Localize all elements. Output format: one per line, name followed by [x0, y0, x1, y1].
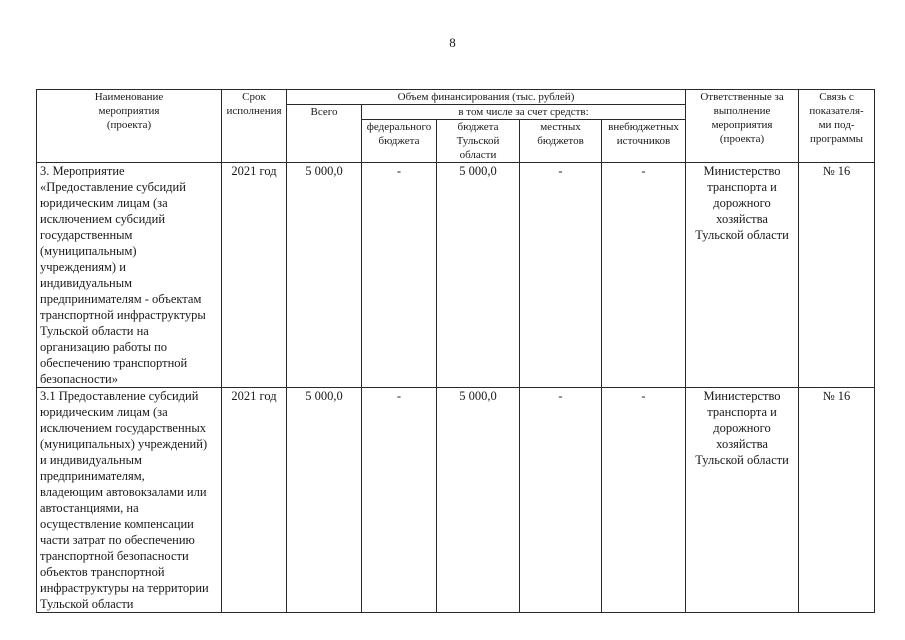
row-regional: 5 000,0	[437, 163, 520, 388]
row-total: 5 000,0	[287, 388, 362, 613]
row-federal: -	[362, 388, 437, 613]
row-federal: -	[362, 163, 437, 388]
table-row	[37, 163, 875, 388]
row-link: № 16	[799, 388, 875, 613]
financing-table	[36, 89, 875, 613]
row-total: 5 000,0	[287, 163, 362, 388]
row-regional: 5 000,0	[437, 388, 520, 613]
header-federal: федерального бюджета	[362, 120, 437, 163]
header-local: местных бюджетов	[520, 120, 602, 163]
row-description: 3. Мероприятие «Предоставление субсидий юридическим лицам (за исключением субсидий государственным (муниципальным) учреждениям) и индивидуальным предпринимателям - объектам транспортной инфраструктуры Тульской области на организацию работы по обеспечению транспортной безопасности»	[37, 163, 222, 388]
page-number: 8	[449, 35, 456, 50]
header-term: Срок исполнения	[222, 90, 287, 163]
row-link: № 16	[799, 163, 875, 388]
header-responsible: Ответственные за выполнение мероприятия (проекта)	[686, 90, 799, 163]
row-responsible: Министерство транспорта и дорожного хозяйства Тульской области	[686, 388, 799, 613]
row-offbudget: -	[602, 163, 686, 388]
header-link: Связь с показателя- ми под- программы	[799, 90, 875, 163]
row-local: -	[520, 163, 602, 388]
header-offbudget: внебюджетных источников	[602, 120, 686, 163]
row-responsible: Министерство транспорта и дорожного хозяйства Тульской области	[686, 163, 799, 388]
header-regional: бюджета Тульской области	[437, 120, 520, 163]
row-local: -	[520, 388, 602, 613]
header-funding: Объем финансирования (тыс. рублей)	[287, 90, 686, 105]
row-description: 3.1 Предоставление субсидий юридическим лицам (за исключением государственных (муниципальных) учреждений) и индивидуальным предпринимателям, владеющим автовокзалами или автостанциями, на осуществление компенсации части затрат по обеспечению транспортной безопасности объектов транспортной инфраструктуры на территории Тульской области	[37, 388, 222, 613]
row-offbudget: -	[602, 388, 686, 613]
header-including: в том числе за счет средств:	[362, 105, 686, 120]
header-total: Всего	[287, 105, 362, 163]
row-term: 2021 год	[222, 388, 287, 613]
table-row	[37, 388, 875, 613]
header-name: Наименование мероприятия (проекта)	[37, 90, 222, 163]
row-term: 2021 год	[222, 163, 287, 388]
